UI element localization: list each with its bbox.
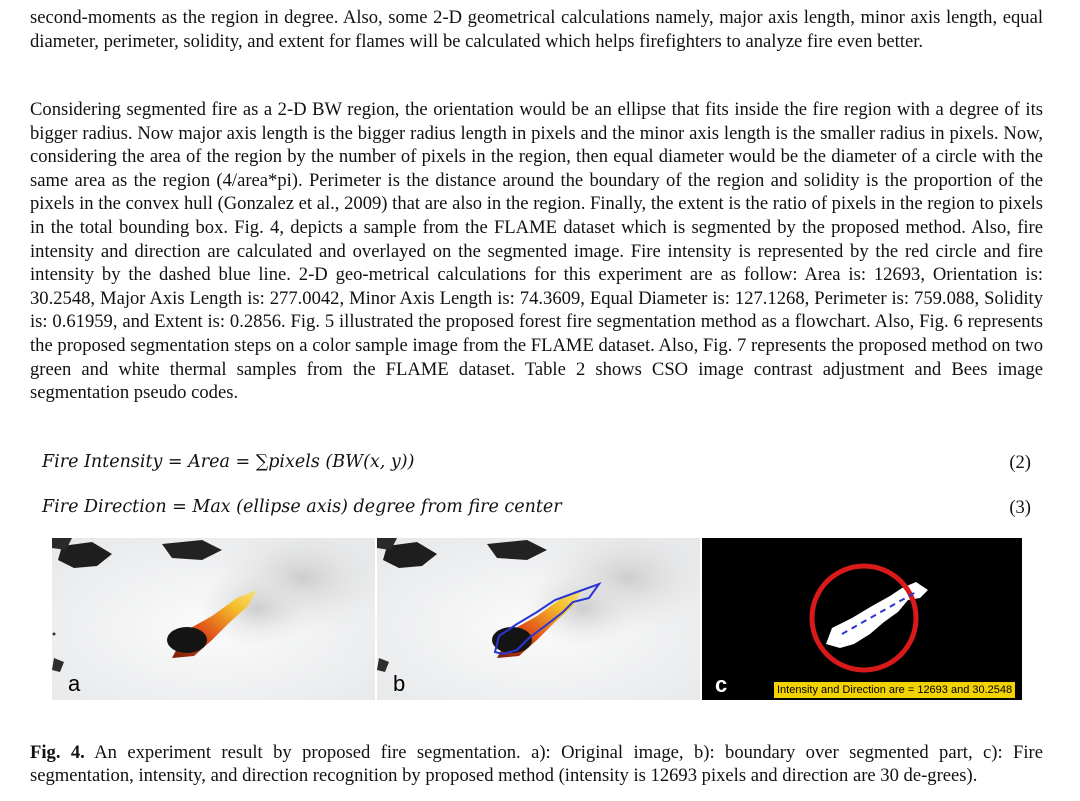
paragraph-2: Considering segmented fire as a 2-D BW region, the orientation would be an ellipse that fits inside the fire region with a degree of its bigger radius. Now major axis length is the bigger radius length in pixels and the minor axis length is the smaller radius in pixels. Now, considering the area of the region by the number of pixels in the region, then equal diameter would be the diameter of a circle with the same area as the region (4/area*pi). Perimeter is the distance around the boundary of the region and solidity is the proportion of the pixels in the convex hull (Gonzalez et al., 2009) that are also in the region. Finally, the extent is the ratio of pixels in the region to pixels in the total bounding box. Fig. 4, depicts a sample from the FLAME dataset which is segmented by the proposed method. Also, fire intensity and direction are calculated and overlayed on the segmented image. Fire intensity is represented by the red circle and fire intensity by the dashed blue line. 2-D geo-metrical calculations for this experiment are as follow: Area is: 12693, Orientation is: 30.2548, Major Axis Length is: 277.0042, Minor Axis Length is: 74.3609, Equal Diameter is: 127.1268, Perimeter is: 759.088, Solidity is: 0.61959, and Extent is: 0.2856. Fig. 5 illustrated the proposed forest fire segmentation method as a flowchart. Also, Fig. 6 represents the proposed segmentation steps on a color sample image from the FLAME dataset. Also, Fig. 7 represents the proposed method on two green and white thermal samples from the FLAME dataset. Table 2 shows CSO image contrast adjustment and Bees image segmentation pseudo codes. [30, 99, 1043, 404]
equation-3 [42, 497, 1043, 517]
equation-2-text: Fire Intensity = Area = ∑pixels (BW(x, y)) [42, 452, 415, 472]
fire-segmentation-image [702, 538, 1022, 700]
paragraph-1: second-moments as the region in degree. Also, some 2-D geometrical calculations namely, major axis length, minor axis length, equal diameter, perimeter, solidity, and extent for flames will be calculated which helps firefighters to analyze fire even better. [30, 7, 1043, 52]
figure-caption-text: An experiment result by proposed fire segmentation. a): Original image, b): boundary over segmented part, c): Fire segmentation, intensity, and direction recognition by proposed method (intensity is 12693 pixels and direction are 30 de-grees). [30, 741, 1043, 787]
fire-boundary-image [377, 538, 700, 700]
equation-2 [42, 452, 1043, 472]
panel-label-a: a [68, 671, 81, 696]
panel-label-b: b [393, 671, 406, 696]
panel-label-c: c [715, 672, 728, 697]
figure-panel-a [52, 538, 375, 700]
intensity-direction-label: Intensity and Direction are = 12693 and 30.2548 [774, 682, 1015, 698]
equation-3-text: Fire Direction = Max (ellipse axis) degree from fire center [42, 497, 562, 517]
figure-panel-c [702, 538, 1022, 700]
figure-4 [52, 538, 1050, 700]
equation-2-number: (2) [1009, 452, 1031, 473]
figure-panel-b [377, 538, 700, 700]
figure-caption-label: Fig. 4. [30, 741, 85, 763]
equation-3-number: (3) [1009, 497, 1031, 518]
figure-caption [30, 741, 1043, 788]
fire-original-image [52, 538, 375, 700]
